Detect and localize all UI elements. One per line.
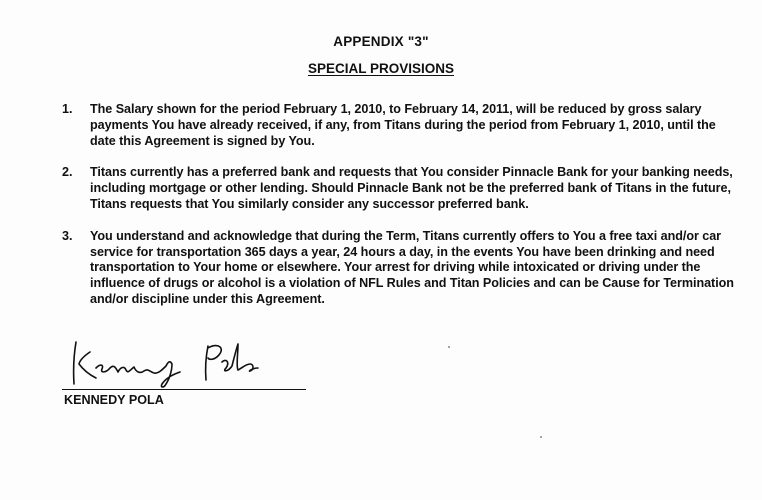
signer-name: KENNEDY POLA [64, 393, 164, 407]
handwritten-signature [62, 338, 312, 390]
provision-item-2 [62, 165, 742, 212]
appendix-title: APPENDIX "3" [333, 34, 429, 49]
section-title: SPECIAL PROVISIONS [307, 61, 455, 76]
provision-item-1 [62, 102, 742, 149]
provision-item-3 [62, 229, 742, 308]
signature-line [62, 389, 306, 390]
scan-speck [540, 436, 542, 438]
provision-text: The Salary shown for the period February 1, 2010, to February 14, 2011, will be reduced by gross salary payments You have already received, if any, from Titans during the period from February 1, 2010, until the date this Agreement is signed by You. [90, 102, 716, 148]
provision-number: 3. [62, 228, 73, 243]
provision-text: Titans currently has a preferred bank and requests that You consider Pinnacle Bank for your banking needs, including mortgage or other lending. Should Pinnacle Bank not be the preferred bank of Titans in the future, Titans requests that You similarly consider any successor preferred bank. [90, 165, 733, 211]
provisions-list [62, 102, 742, 324]
provision-text: You understand and acknowledge that during the Term, Titans currently offers to You a free taxi and/or car service for transportation 365 days a year, 24 hours a day, in the events You have been drinking and need transportation to Your home or elsewhere. Your arrest for driving while intoxicated or driving under the influence of drugs or alcohol is a violation of NFL Rules and Titan Policies and can be Cause for Termination and/or discipline under this Agreement. [90, 228, 734, 306]
scan-speck [448, 346, 450, 348]
section-title-wrapper [0, 61, 762, 76]
provision-number: 1. [62, 102, 73, 116]
provision-number: 2. [62, 165, 73, 180]
